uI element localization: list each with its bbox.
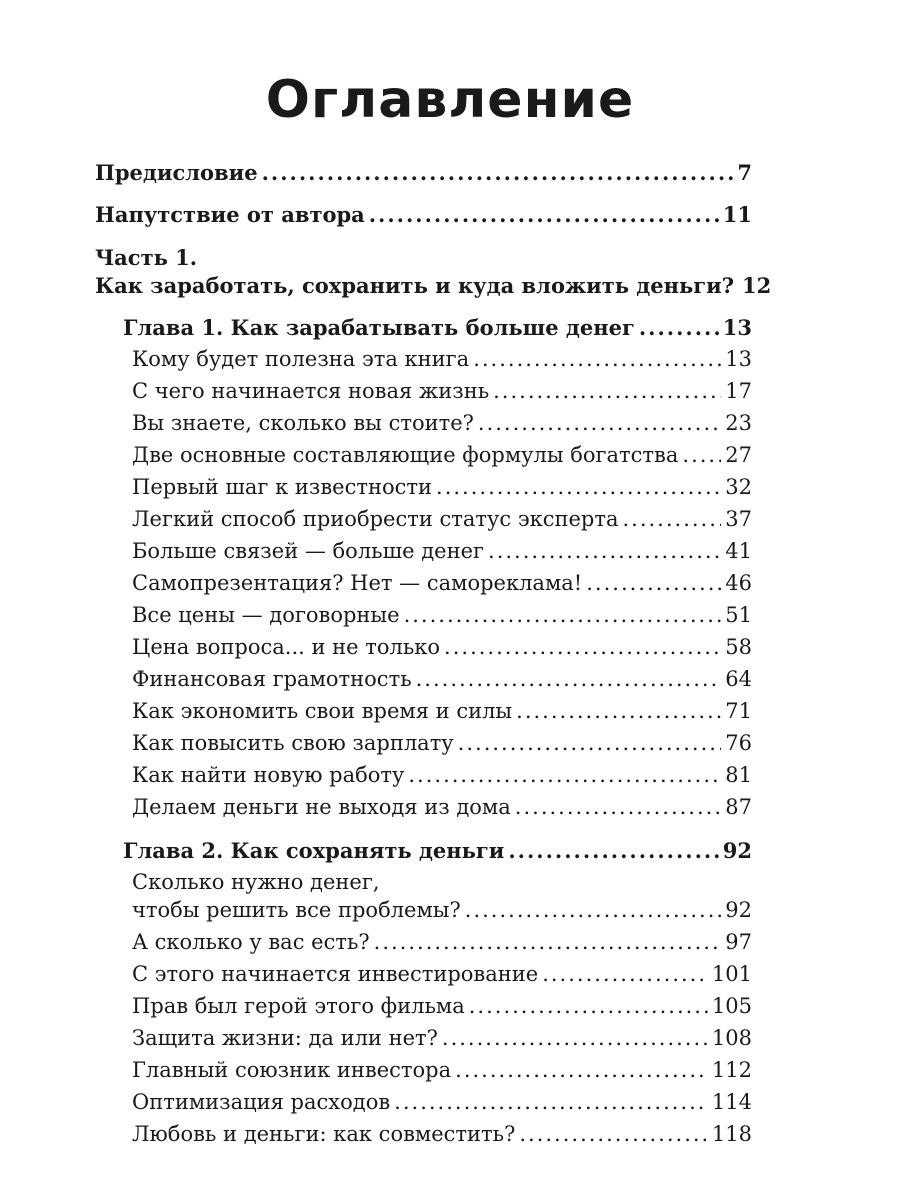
toc-page-number: 105: [711, 994, 752, 1018]
toc-page-number: 7: [737, 160, 752, 185]
dot-leader: [478, 411, 721, 435]
toc-chapter-entry[interactable]: [123, 315, 752, 340]
toc-entry-label: А сколько у вас есть?: [132, 930, 370, 954]
dot-leader: [469, 994, 708, 1018]
toc-entry-label: С чего начинается новая жизнь: [132, 379, 490, 403]
toc-entry-label: Главный союзник инвестора: [132, 1058, 452, 1082]
dot-leader: [542, 962, 708, 986]
toc-entry-first-line[interactable]: [132, 870, 752, 894]
dot-leader: [262, 160, 734, 185]
toc-page-number: 118: [711, 1122, 752, 1146]
dot-leader: [519, 1122, 708, 1146]
toc-entry[interactable]: [132, 475, 752, 499]
toc-page-number: 13: [722, 315, 752, 340]
toc-entry-label: Как заработать, сохранить и куда вложить деньги?: [95, 273, 735, 298]
toc-page-number: 112: [711, 1058, 752, 1082]
toc-page-number: 108: [711, 1026, 752, 1050]
toc-entry-label: Как повысить свою зарплату: [132, 731, 454, 755]
toc-page-number: 23: [725, 411, 752, 435]
toc-entry[interactable]: [132, 571, 752, 595]
dot-leader: [488, 539, 721, 563]
toc-entry-label: Как экономить свои время и силы: [132, 699, 513, 723]
toc-page-number: 12: [742, 273, 772, 298]
toc-entry[interactable]: [132, 930, 752, 954]
toc-entry-label: Любовь и деньги: как совместить?: [132, 1122, 516, 1146]
dot-leader: [374, 930, 722, 954]
dot-leader: [682, 443, 721, 467]
toc-entry[interactable]: [132, 379, 752, 403]
dot-leader: [516, 699, 721, 723]
toc-page-number: 27: [725, 443, 752, 467]
toc-entry-label: Глава 2. Как сохранять деньги: [123, 838, 505, 863]
toc-page-number: 71: [725, 699, 752, 723]
toc-entry-label: Самопрезентация? Нет — самореклама!: [132, 571, 583, 595]
toc-entry[interactable]: [132, 763, 752, 787]
page-title: Оглавление: [265, 70, 635, 130]
toc-entry-label: чтобы решить все проблемы?: [132, 898, 461, 922]
toc-entry-label: Глава 1. Как зарабатывать больше денег: [123, 315, 635, 340]
toc-entry[interactable]: [132, 603, 752, 627]
toc-entry-label: Защита жизни: да или нет?: [132, 1026, 438, 1050]
dot-leader: [508, 838, 718, 863]
toc-entry[interactable]: [132, 539, 752, 563]
toc-entry[interactable]: [132, 731, 752, 755]
dot-leader: [473, 347, 721, 371]
dot-leader: [394, 1090, 708, 1114]
toc-entry-label: Прав был герой этого фильма: [132, 994, 465, 1018]
dot-leader: [586, 571, 721, 595]
toc-entry[interactable]: [132, 443, 752, 467]
dot-leader: [465, 898, 721, 922]
toc-page-number: 87: [725, 795, 752, 819]
toc-entry[interactable]: [132, 1090, 752, 1114]
toc-entry[interactable]: [132, 1058, 752, 1082]
dot-leader: [455, 1058, 708, 1082]
toc-entry[interactable]: [132, 635, 752, 659]
toc-page-number: 76: [725, 731, 752, 755]
toc-entry[interactable]: [132, 1026, 752, 1050]
dot-leader: [436, 475, 721, 499]
toc-entry[interactable]: [132, 1122, 752, 1146]
toc-page-number: 46: [725, 571, 752, 595]
toc-entry[interactable]: [132, 699, 752, 723]
dot-leader: [416, 667, 722, 691]
toc-page-number: 58: [725, 635, 752, 659]
dot-leader: [442, 1026, 708, 1050]
dot-leader: [444, 635, 721, 659]
toc-entry-label: Легкий способ приобрести статус эксперта: [132, 507, 619, 531]
toc-entry[interactable]: [132, 994, 752, 1018]
toc-entry-label: Как найти новую работу: [132, 763, 405, 787]
toc-entry-label: Первый шаг к известности: [132, 475, 433, 499]
toc-entry-label: Предисловие: [95, 160, 258, 185]
dot-leader: [458, 731, 722, 755]
dot-leader: [404, 603, 722, 627]
toc-entry-label: Кому будет полезна эта книга: [132, 347, 470, 371]
toc-page-number: 32: [725, 475, 752, 499]
part-heading-label: Часть 1.: [95, 245, 198, 270]
toc-entry-label: Цена вопроса... и не только: [132, 635, 441, 659]
toc-entry-label: Делаем деньги не выходя из дома: [132, 795, 511, 819]
toc-entry-label: Вы знаете, сколько вы стоите?: [132, 411, 474, 435]
toc-entry-label: Больше связей — больше денег: [132, 539, 485, 563]
toc-entry[interactable]: [132, 411, 752, 435]
toc-entry[interactable]: [132, 347, 752, 371]
toc-entry-label: Оптимизация расходов: [132, 1090, 391, 1114]
toc-entry[interactable]: [132, 898, 752, 922]
toc-entry-label: Две основные составляющие формулы богатства: [132, 443, 679, 467]
toc-page-number: 101: [711, 962, 752, 986]
toc-page-number: 37: [725, 507, 752, 531]
toc-page-number: 97: [725, 930, 752, 954]
toc-page-number: 114: [711, 1090, 752, 1114]
toc-entry[interactable]: [95, 273, 772, 298]
toc-page-number: 11: [722, 202, 752, 227]
toc-entry[interactable]: [132, 962, 752, 986]
toc-page-number: 17: [725, 379, 752, 403]
toc-page-number: 92: [722, 838, 752, 863]
toc-page-number: 41: [725, 539, 752, 563]
toc-page-number: 13: [725, 347, 752, 371]
dot-leader: [408, 763, 721, 787]
toc-entry-label: Напутствие от автора: [95, 202, 365, 227]
toc-entry-label: С этого начинается инвестирование: [132, 962, 539, 986]
toc-entry[interactable]: [95, 160, 752, 185]
toc-page-number: 92: [725, 898, 752, 922]
toc-entry[interactable]: [132, 667, 752, 691]
toc-entry[interactable]: [132, 507, 752, 531]
toc-page-number: 51: [725, 603, 752, 627]
dot-leader: [369, 202, 719, 227]
dot-leader: [639, 315, 719, 340]
toc-entry-label: Финансовая грамотность: [132, 667, 412, 691]
toc-entry[interactable]: [132, 795, 752, 819]
toc-entry-label: Сколько нужно денег,: [132, 870, 380, 894]
toc-entry[interactable]: [95, 202, 752, 227]
toc-page-number: 64: [725, 667, 752, 691]
dot-leader: [493, 379, 721, 403]
toc-chapter-entry[interactable]: [123, 838, 752, 863]
toc-page-number: 81: [725, 763, 752, 787]
part-heading: [95, 245, 752, 270]
toc-entry-label: Все цены — договорные: [132, 603, 400, 627]
dot-leader: [622, 507, 721, 531]
dot-leader: [515, 795, 721, 819]
